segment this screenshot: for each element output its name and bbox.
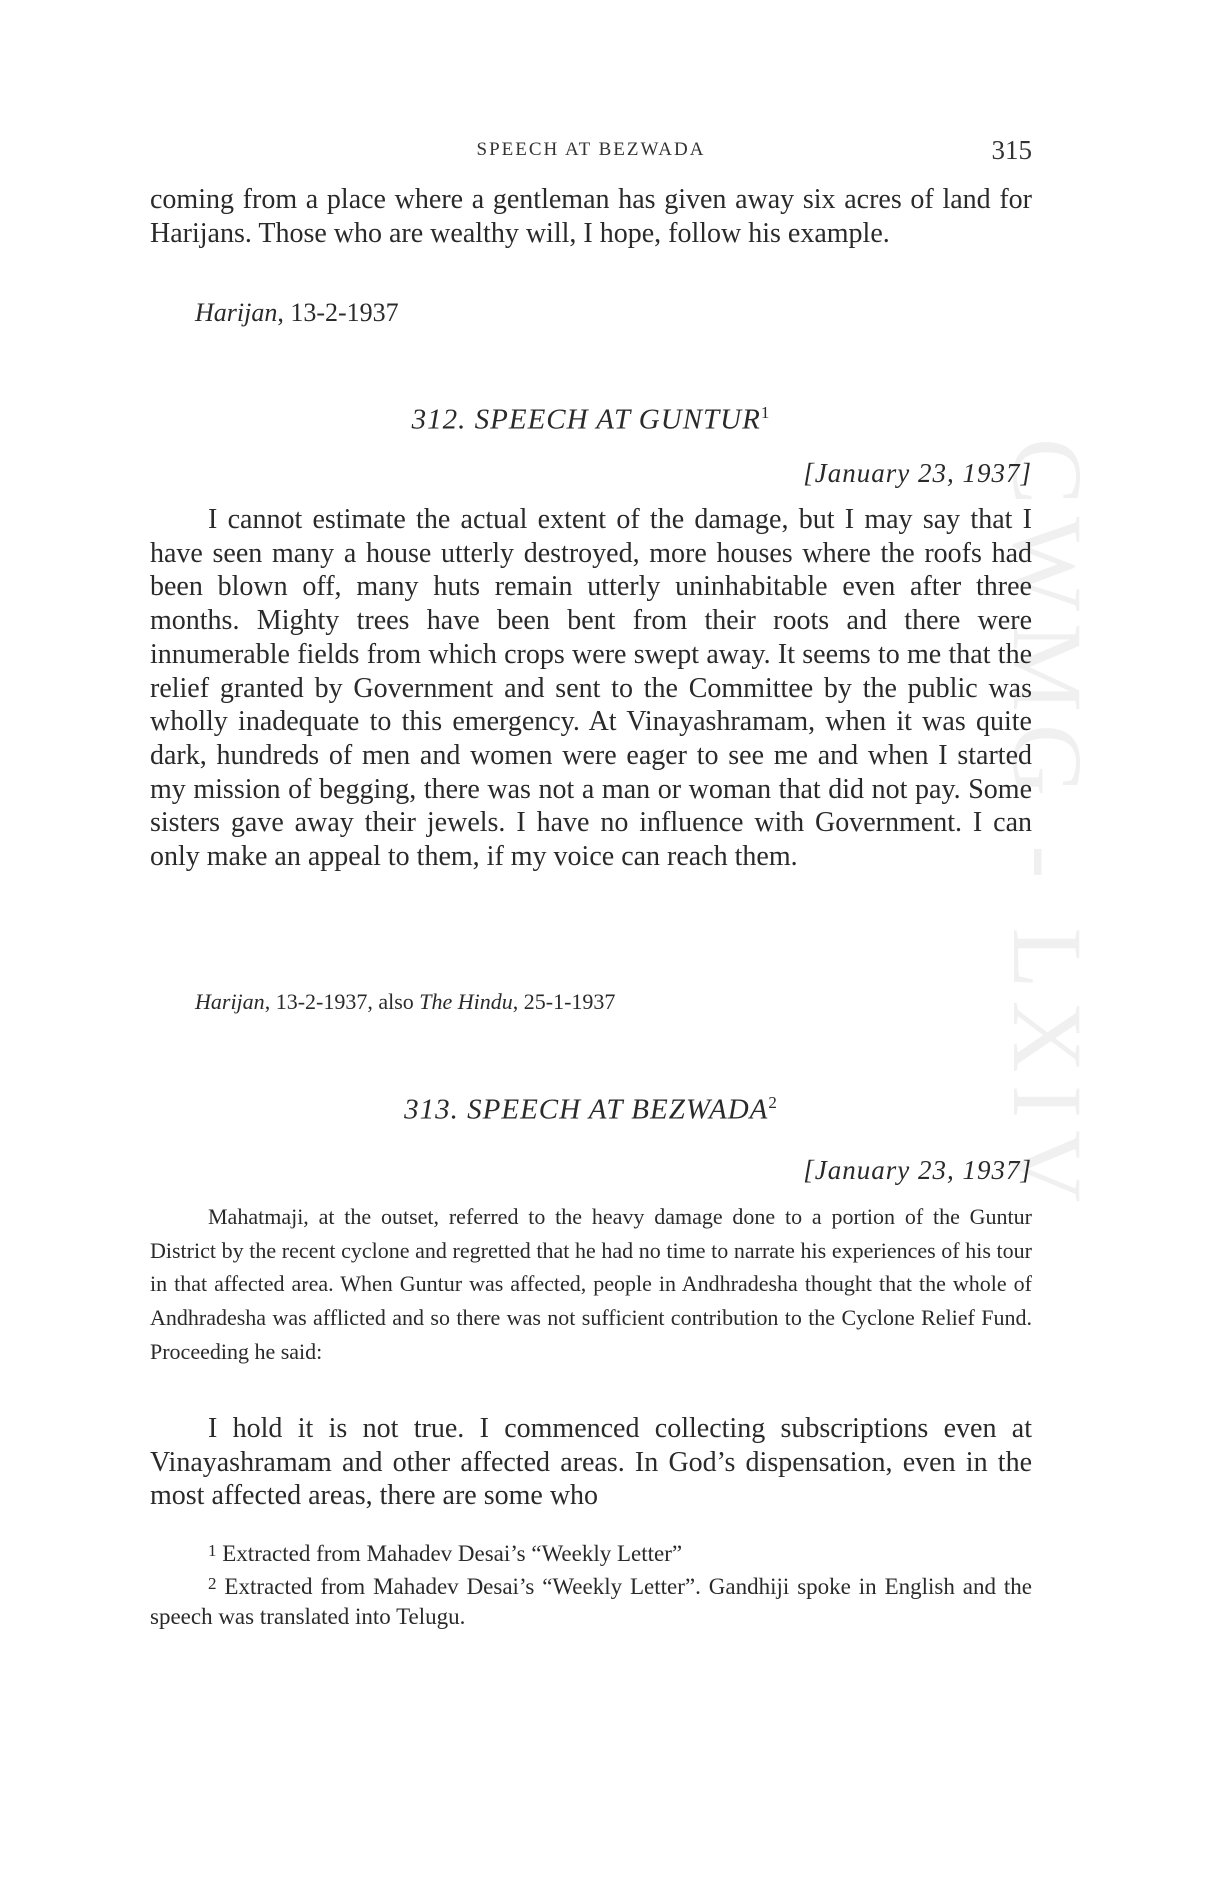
section-heading-312 bbox=[150, 403, 1032, 437]
running-head bbox=[150, 135, 1032, 165]
section-312-body bbox=[150, 503, 1032, 874]
footnote-2 bbox=[150, 1569, 1032, 1632]
footnotes bbox=[150, 1536, 1032, 1632]
section-313-speech bbox=[150, 1412, 1032, 1513]
page-number: 315 bbox=[991, 135, 1032, 165]
citation-publication: The Hindu bbox=[419, 989, 513, 1014]
footnote-mark: 1 bbox=[208, 1541, 217, 1560]
section-number: 312. bbox=[411, 403, 467, 436]
section-title: SPEECH AT GUNTUR bbox=[474, 403, 761, 436]
running-title: SPEECH AT BEZWADA bbox=[476, 139, 706, 160]
footnote-ref: 1 bbox=[760, 403, 771, 422]
section-313-report bbox=[150, 1200, 1032, 1369]
footnote-text: Extracted from Mahadev Desai’s “Weekly Letter” bbox=[222, 1541, 683, 1566]
section-number: 313. bbox=[404, 1093, 459, 1126]
citation-text: , 13-2-1937, also bbox=[264, 989, 420, 1014]
report-paragraph: Mahatmaji, at the outset, referred to the heavy damage done to a portion of the Guntur District by the recent cyclone and regretted that he had no time to narrate his experiences of his tour in that affected area. When Guntur was affected, people in Andhradesha thought that the whole of Andhradesha was afflicted and so there was not sufficient contribution to the Cyclone Relief Fund. Proceeding he said: bbox=[150, 1204, 1032, 1364]
citation-publication: Harijan bbox=[195, 989, 265, 1014]
intro-paragraph-block bbox=[150, 183, 1032, 250]
footnote-ref: 2 bbox=[768, 1093, 778, 1112]
footnote-text: Extracted from Mahadev Desai’s “Weekly Letter”. Gandhiji spoke in English and the speech was translated into Telugu. bbox=[150, 1574, 1032, 1629]
intro-paragraph: coming from a place where a gentleman has given away six acres of land for Harijans. Those who are wealthy will, I hope, follow his example. bbox=[150, 184, 1032, 249]
section-312-paragraph: I cannot estimate the actual extent of the damage, but I may say that I have seen many a house utterly destroyed, more houses where the roofs had been blown off, many huts remain utterly uninhabitable even after three months. Mighty trees have been bent from their roots and there were innumerable fields from which crops were swept away. It seems to me that the relief granted by Government and sent to the Committee by the public was wholly inadequate to this emergency. At Vinayashramam, when it was quite dark, hundreds of men and women were eager to see me and when I started my mission of begging, there was not a man or woman that did not pay. Some sisters gave away their jewels. I have no influence with Government. I can only make an appeal to them, if my voice can reach them. bbox=[150, 504, 1032, 873]
citation-text: , 25-1-1937 bbox=[512, 989, 616, 1014]
dateline-312: [January 23, 1937] bbox=[803, 458, 1032, 488]
footnote-mark: 2 bbox=[208, 1574, 217, 1593]
footnote-1 bbox=[150, 1536, 1032, 1569]
speech-paragraph: I hold it is not true. I commenced collecting subscriptions even at Vinayashramam and other affected areas. In God’s dispensation, even in the most affected areas, there are some who bbox=[150, 1413, 1032, 1512]
watermark-text: CWMG - LXIV bbox=[992, 438, 1103, 1215]
citation-date: , 13-2-1937 bbox=[277, 298, 399, 327]
section-312-citation bbox=[195, 989, 615, 1015]
section-heading-313 bbox=[150, 1093, 1032, 1127]
intro-citation bbox=[195, 298, 399, 328]
dateline-313: [January 23, 1937] bbox=[803, 1155, 1032, 1185]
citation-publication: Harijan bbox=[195, 298, 278, 327]
section-title: SPEECH AT BEZWADA bbox=[467, 1093, 769, 1126]
